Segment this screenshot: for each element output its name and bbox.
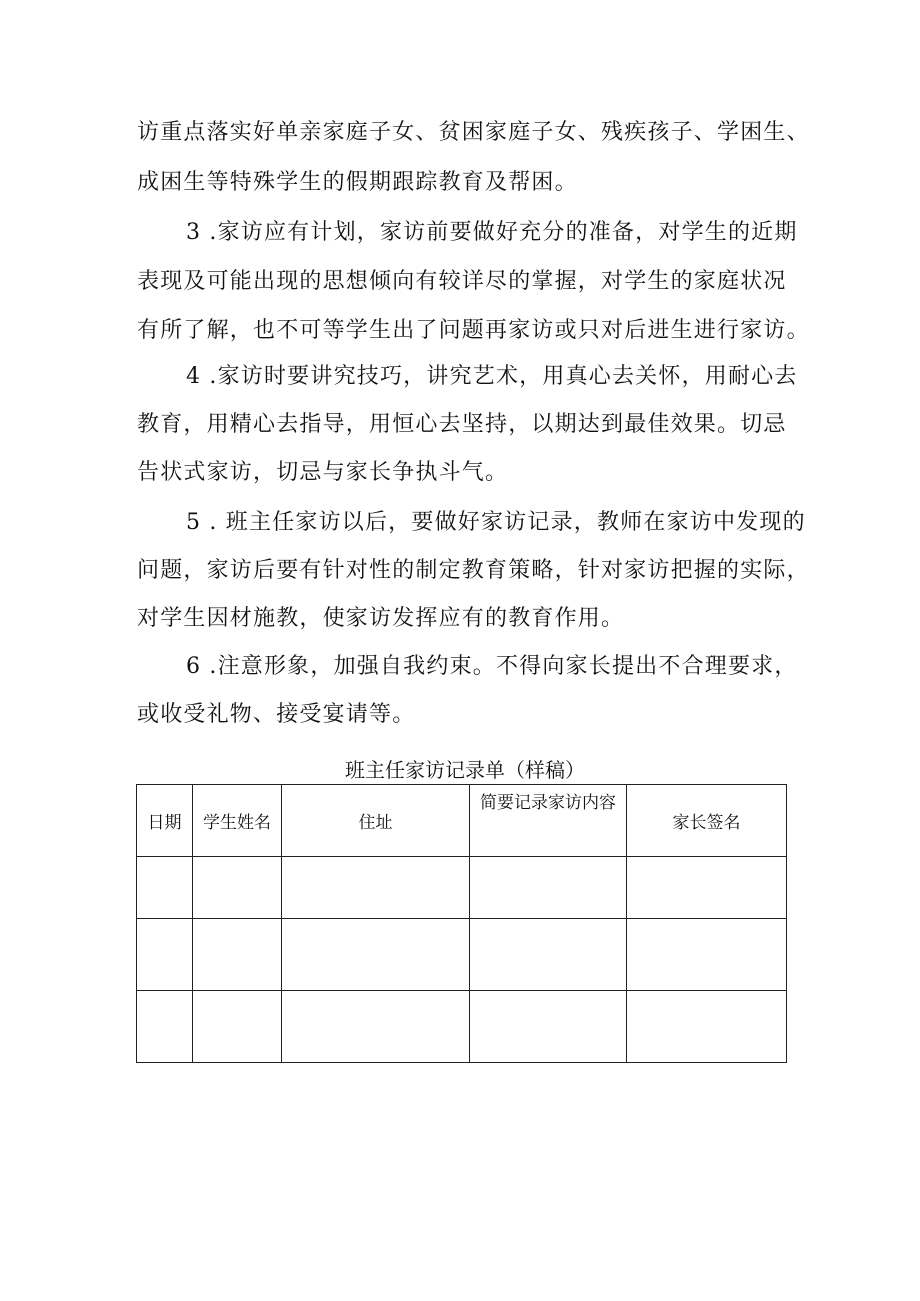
table-cell[interactable] bbox=[137, 919, 193, 991]
paragraph-line: 教育，用精心去指导，用恒心去坚持，以期达到最佳效果。切忌 bbox=[137, 412, 787, 437]
paragraph-line: 告状式家访，切忌与家长争执斗气。 bbox=[137, 460, 509, 485]
table-row bbox=[137, 919, 787, 991]
header-date: 日期 bbox=[137, 785, 193, 857]
paragraph-line: 访重点落实好单亲家庭子女、贫困家庭子女、残疾孩子、学困生、 bbox=[137, 120, 810, 145]
table-cell[interactable] bbox=[470, 919, 627, 991]
header-address: 住址 bbox=[282, 785, 470, 857]
paragraph-line: 成困生等特殊学生的假期跟踪教育及帮困。 bbox=[137, 170, 578, 195]
header-parent-signature: 家长签名 bbox=[627, 785, 787, 857]
table-title: 班主任家访记录单（样稿） bbox=[345, 758, 585, 782]
paragraph-line: 5 . 班主任家访以后，要做好家访记录，教师在家访中发现的 bbox=[186, 510, 806, 535]
table-row bbox=[137, 857, 787, 919]
paragraph-line: 3 .家访应有计划，家访前要做好充分的准备，对学生的近期 bbox=[186, 220, 798, 245]
table-cell[interactable] bbox=[193, 919, 282, 991]
table-row bbox=[137, 991, 787, 1063]
table-cell[interactable] bbox=[193, 991, 282, 1063]
table-cell[interactable] bbox=[627, 857, 787, 919]
table-cell[interactable] bbox=[627, 991, 787, 1063]
header-student-name: 学生姓名 bbox=[193, 785, 282, 857]
table-cell[interactable] bbox=[470, 991, 627, 1063]
table-cell[interactable] bbox=[137, 857, 193, 919]
table-cell[interactable] bbox=[282, 919, 470, 991]
paragraph-line: 或收受礼物、接受宴请等。 bbox=[137, 702, 416, 727]
table-cell[interactable] bbox=[137, 991, 193, 1063]
table-cell[interactable] bbox=[282, 991, 470, 1063]
table-cell[interactable] bbox=[193, 857, 282, 919]
paragraph-line: 问题，家访后要有针对性的制定教育策略，针对家访把握的实际， bbox=[137, 558, 810, 583]
paragraph-line: 表现及可能出现的思想倾向有较详尽的掌握，对学生的家庭状况 bbox=[137, 269, 787, 294]
table-cell[interactable] bbox=[282, 857, 470, 919]
paragraph-line: 6 .注意形象，加强自我约束。不得向家长提出不合理要求， bbox=[186, 654, 798, 679]
paragraph-line: 有所了解，也不可等学生出了问题再家访或只对后进生进行家访。 bbox=[137, 318, 810, 343]
paragraph-line: 4 .家访时要讲究技巧，讲究艺术，用真心去关怀，用耐心去 bbox=[186, 364, 798, 389]
table-cell[interactable] bbox=[470, 857, 627, 919]
table-header-row bbox=[137, 785, 787, 857]
header-visit-notes: 简要记录家访内容 bbox=[470, 785, 627, 857]
paragraph-line: 对学生因材施教，使家访发挥应有的教育作用。 bbox=[137, 606, 625, 631]
table-cell[interactable] bbox=[627, 919, 787, 991]
home-visit-record-table bbox=[136, 784, 787, 1063]
